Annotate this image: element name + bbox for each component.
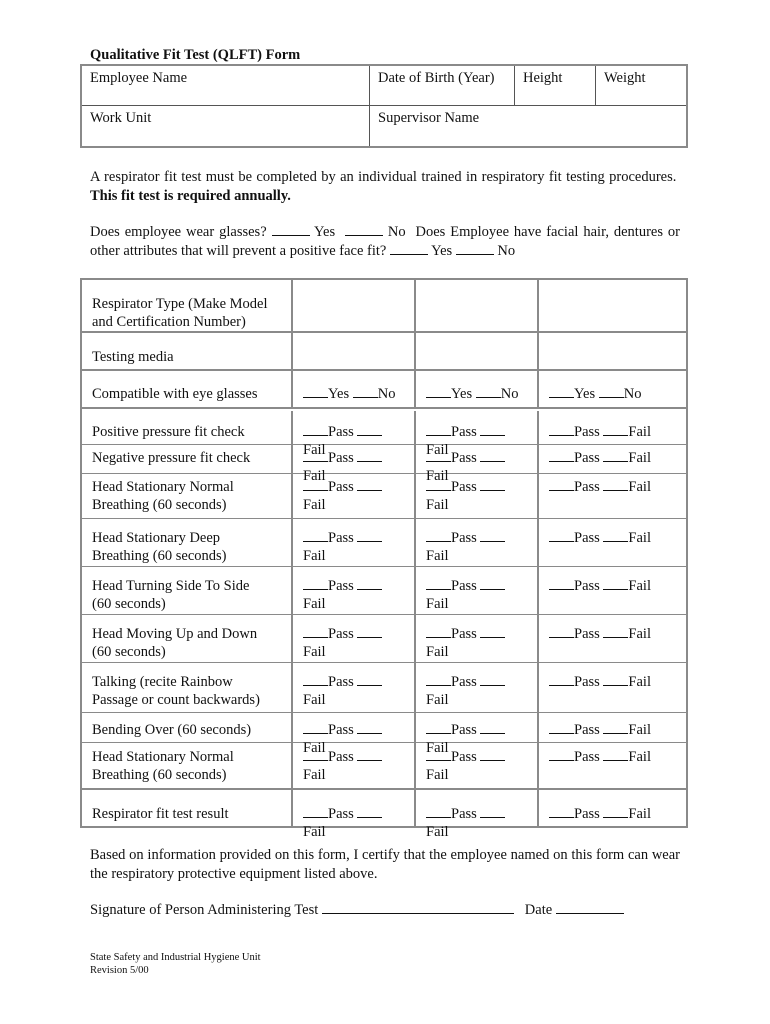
fail-blank[interactable] <box>603 748 628 761</box>
pass-blank[interactable] <box>426 721 451 734</box>
form-title: Qualitative Fit Test (QLFT) Form <box>90 47 301 63</box>
pass-blank[interactable] <box>426 805 451 818</box>
fail-blank[interactable] <box>357 673 382 686</box>
pass-blank[interactable] <box>303 423 328 436</box>
fail-label: Fail <box>628 722 651 738</box>
respirator-2-cell[interactable] <box>414 615 537 662</box>
respirator-2-cell[interactable] <box>414 445 537 484</box>
fail-label: Fail <box>303 740 326 756</box>
pass-label: Pass <box>574 626 600 642</box>
no-label: No <box>377 386 396 402</box>
fail-blank[interactable] <box>603 478 628 491</box>
no-label: No <box>623 386 642 402</box>
pass-label: Pass <box>328 749 354 765</box>
no-blank[interactable] <box>353 385 378 398</box>
signature-label: Signature of Person Administering Test <box>90 902 319 918</box>
fail-blank[interactable] <box>480 748 505 761</box>
pass-label: Pass <box>451 806 477 822</box>
respirator-1-cell[interactable] <box>291 333 414 369</box>
supervisor-field[interactable] <box>370 106 686 146</box>
work-unit-label: Work Unit <box>90 110 152 126</box>
label-cell <box>82 445 291 473</box>
pass-label: Pass <box>451 450 477 466</box>
respirator-2-cell[interactable] <box>414 713 537 756</box>
respirator-1-cell[interactable] <box>291 371 414 407</box>
facial-yes-blank[interactable] <box>390 242 428 255</box>
fail-blank[interactable] <box>603 529 628 542</box>
yes-label: Yes <box>328 386 350 402</box>
pass-label: Pass <box>574 722 600 738</box>
pass-blank[interactable] <box>549 673 574 686</box>
fail-blank[interactable] <box>480 529 505 542</box>
pass-blank[interactable] <box>549 423 574 436</box>
pass-label: Pass <box>328 806 354 822</box>
label-cell <box>82 474 291 518</box>
respirator-3-cell[interactable] <box>537 371 686 407</box>
pass-blank[interactable] <box>549 625 574 638</box>
table-row <box>82 713 686 756</box>
weight-field[interactable] <box>596 66 686 106</box>
fail-label: Fail <box>303 644 326 660</box>
label-cell <box>82 280 291 331</box>
table-row <box>82 743 686 790</box>
fail-blank[interactable] <box>480 721 505 734</box>
fail-blank[interactable] <box>480 625 505 638</box>
no-label: No <box>500 386 519 402</box>
fail-label: Fail <box>426 767 449 783</box>
pass-label: Pass <box>574 424 600 440</box>
pass-label: Pass <box>328 424 354 440</box>
row-label: Head Stationary Normal Breathing (60 seconds) <box>92 479 234 513</box>
fail-label: Fail <box>303 692 326 708</box>
fail-label: Fail <box>426 692 449 708</box>
footer-revision: Revision 5/00 <box>90 965 149 976</box>
pass-label: Pass <box>451 626 477 642</box>
label-cell <box>82 713 291 742</box>
signature-field[interactable] <box>322 901 514 914</box>
pass-label: Pass <box>328 450 354 466</box>
yes-blank[interactable] <box>303 385 328 398</box>
fail-label: Fail <box>426 740 449 756</box>
supervisor-label: Supervisor Name <box>378 110 480 126</box>
pass-label: Pass <box>574 806 600 822</box>
facial-hair-question: Does Employee have facial hair, dentures or other attributes that will prevent a positive face fit? <box>90 224 681 259</box>
pass-label: Pass <box>451 722 477 738</box>
table-row <box>82 519 686 567</box>
respirator-1-cell[interactable] <box>291 567 414 614</box>
fail-label: Fail <box>426 596 449 612</box>
table-row <box>82 615 686 663</box>
respirator-2-cell[interactable] <box>414 567 537 614</box>
pass-blank[interactable] <box>303 577 328 590</box>
pass-blank[interactable] <box>549 748 574 761</box>
label-cell <box>82 663 291 712</box>
row-label: Respirator fit test result <box>92 806 229 822</box>
row-label: Head Moving Up and Down (60 seconds) <box>92 626 258 660</box>
respirator-2-cell[interactable] <box>414 280 537 331</box>
row-label: Testing media <box>92 349 174 365</box>
respirator-1-cell[interactable] <box>291 790 414 840</box>
pass-label: Pass <box>328 722 354 738</box>
intro-bold-text: This fit test is required annually. <box>90 188 291 204</box>
fail-label: Fail <box>426 468 449 484</box>
questions-paragraph <box>90 223 680 261</box>
table-row <box>82 280 686 333</box>
fail-label: Fail <box>426 548 449 564</box>
pass-label: Pass <box>451 479 477 495</box>
employee-info-table <box>80 64 688 148</box>
no-label: No <box>387 224 406 240</box>
fail-blank[interactable] <box>603 449 628 462</box>
row-label: Negative pressure fit check <box>92 450 251 466</box>
fail-label: Fail <box>426 824 449 840</box>
fail-label: Fail <box>628 530 651 546</box>
respirator-3-cell[interactable] <box>537 333 686 369</box>
respirator-1-cell[interactable] <box>291 280 414 331</box>
fail-label: Fail <box>628 806 651 822</box>
pass-label: Pass <box>328 626 354 642</box>
fail-label: Fail <box>303 824 326 840</box>
dob-label: Date of Birth (Year) <box>378 70 495 86</box>
no-label: No <box>497 243 516 259</box>
label-cell <box>82 519 291 566</box>
pass-label: Pass <box>451 424 477 440</box>
fail-blank[interactable] <box>357 748 382 761</box>
fail-label: Fail <box>628 626 651 642</box>
respirator-2-cell[interactable] <box>414 333 537 369</box>
fail-blank[interactable] <box>357 478 382 491</box>
fail-label: Fail <box>303 596 326 612</box>
fail-blank[interactable] <box>603 423 628 436</box>
row-label: Head Stationary Normal Breathing (60 seconds) <box>92 749 234 783</box>
fail-label: Fail <box>628 450 651 466</box>
pass-blank[interactable] <box>549 577 574 590</box>
respirator-2-cell[interactable] <box>414 519 537 566</box>
pass-blank[interactable] <box>426 673 451 686</box>
fail-blank[interactable] <box>357 577 382 590</box>
height-label: Height <box>523 70 563 86</box>
fail-label: Fail <box>628 749 651 765</box>
employee-name-field[interactable] <box>82 66 370 106</box>
respirator-3-cell[interactable] <box>537 474 686 518</box>
row-label: Positive pressure fit check <box>92 424 245 440</box>
respirator-3-cell[interactable] <box>537 519 686 566</box>
pass-blank[interactable] <box>426 423 451 436</box>
respirator-1-cell[interactable] <box>291 615 414 662</box>
pass-blank[interactable] <box>426 478 451 491</box>
pass-label: Pass <box>328 479 354 495</box>
label-cell <box>82 333 291 369</box>
pass-label: Pass <box>574 578 600 594</box>
respirator-1-cell[interactable] <box>291 663 414 712</box>
employee-name-label: Employee Name <box>90 70 188 86</box>
fit-test-table <box>80 278 688 840</box>
pass-label: Pass <box>574 450 600 466</box>
pass-label: Pass <box>328 674 354 690</box>
fail-blank[interactable] <box>480 673 505 686</box>
pass-blank[interactable] <box>549 529 574 542</box>
fail-label: Fail <box>303 548 326 564</box>
respirator-3-cell[interactable] <box>537 743 686 788</box>
yes-label: Yes <box>451 386 473 402</box>
row-label: Bending Over (60 seconds) <box>92 722 252 738</box>
respirator-1-cell[interactable] <box>291 519 414 566</box>
footer-unit: State Safety and Industrial Hygiene Unit <box>90 952 261 963</box>
table-row <box>82 333 686 371</box>
glasses-no-blank[interactable] <box>345 223 383 236</box>
table-row <box>82 567 686 615</box>
fail-blank[interactable] <box>480 423 505 436</box>
signature-line <box>90 901 624 919</box>
pass-label: Pass <box>451 578 477 594</box>
respirator-2-cell[interactable] <box>414 474 537 518</box>
respirator-2-cell[interactable] <box>414 663 537 712</box>
certification-text: Based on information provided on this form, I certify that the employee named on this form can wear the respiratory protective equipment listed above. <box>90 847 680 882</box>
row-label: Talking (recite Rainbow Passage or count backwards) <box>92 674 260 708</box>
pass-blank[interactable] <box>426 529 451 542</box>
row-label: Respirator Type (Make Model and Certification Number) <box>92 296 268 330</box>
fail-blank[interactable] <box>480 449 505 462</box>
pass-blank[interactable] <box>303 805 328 818</box>
fail-blank[interactable] <box>603 805 628 818</box>
fail-blank[interactable] <box>603 721 628 734</box>
facial-no-blank[interactable] <box>456 242 494 255</box>
pass-blank[interactable] <box>426 748 451 761</box>
respirator-1-cell[interactable] <box>291 474 414 518</box>
fail-label: Fail <box>628 674 651 690</box>
date-field[interactable] <box>556 901 624 914</box>
pass-label: Pass <box>574 530 600 546</box>
fail-blank[interactable] <box>357 529 382 542</box>
label-cell <box>82 567 291 614</box>
row-label: Head Stationary Deep Breathing (60 seconds) <box>92 530 227 564</box>
pass-blank[interactable] <box>303 721 328 734</box>
glasses-yes-blank[interactable] <box>272 223 310 236</box>
row-label: Head Turning Side To Side (60 seconds) <box>92 578 250 612</box>
intro-text: A respirator fit test must be completed by an individual trained in respiratory fit testing procedures. <box>90 169 677 185</box>
pass-blank[interactable] <box>426 449 451 462</box>
fail-blank[interactable] <box>357 449 382 462</box>
fail-blank[interactable] <box>603 673 628 686</box>
glasses-question: Does employee wear glasses? <box>90 224 267 240</box>
work-unit-field[interactable] <box>82 106 370 146</box>
respirator-2-cell[interactable] <box>414 743 537 788</box>
respirator-2-cell[interactable] <box>414 371 537 407</box>
pass-label: Pass <box>451 674 477 690</box>
label-cell <box>82 615 291 662</box>
label-cell <box>82 411 291 444</box>
respirator-3-cell[interactable] <box>537 411 686 444</box>
pass-label: Pass <box>328 530 354 546</box>
pass-label: Pass <box>574 674 600 690</box>
pass-blank[interactable] <box>549 449 574 462</box>
pass-blank[interactable] <box>549 805 574 818</box>
pass-label: Pass <box>574 479 600 495</box>
yes-blank[interactable] <box>426 385 451 398</box>
fail-label: Fail <box>628 424 651 440</box>
fail-blank[interactable] <box>357 721 382 734</box>
yes-label: Yes <box>313 224 336 240</box>
fail-blank[interactable] <box>357 423 382 436</box>
respirator-3-cell[interactable] <box>537 445 686 473</box>
table-row <box>82 790 686 840</box>
table-row <box>82 474 686 519</box>
pass-label: Pass <box>328 578 354 594</box>
date-label: Date <box>524 902 553 918</box>
pass-label: Pass <box>574 749 600 765</box>
fail-label: Fail <box>426 644 449 660</box>
respirator-1-cell[interactable] <box>291 743 414 788</box>
pass-blank[interactable] <box>303 748 328 761</box>
fail-blank[interactable] <box>480 577 505 590</box>
fail-label: Fail <box>426 497 449 513</box>
respirator-1-cell[interactable] <box>291 445 414 484</box>
table-row <box>82 663 686 713</box>
intro-paragraph <box>90 168 680 206</box>
table-row <box>82 445 686 484</box>
fail-label: Fail <box>628 578 651 594</box>
respirator-2-cell[interactable] <box>414 411 537 458</box>
fail-blank[interactable] <box>480 805 505 818</box>
pass-blank[interactable] <box>303 673 328 686</box>
respirator-1-cell[interactable] <box>291 713 414 756</box>
pass-blank[interactable] <box>303 529 328 542</box>
pass-blank[interactable] <box>549 478 574 491</box>
no-blank[interactable] <box>476 385 501 398</box>
respirator-3-cell[interactable] <box>537 713 686 742</box>
respirator-3-cell[interactable] <box>537 280 686 331</box>
respirator-3-cell[interactable] <box>537 663 686 712</box>
yes-label: Yes <box>431 243 453 259</box>
pass-label: Pass <box>451 749 477 765</box>
respirator-3-cell[interactable] <box>537 567 686 614</box>
respirator-3-cell[interactable] <box>537 790 686 826</box>
fail-blank[interactable] <box>480 478 505 491</box>
pass-label: Pass <box>451 530 477 546</box>
footer <box>90 951 261 977</box>
fail-blank[interactable] <box>357 805 382 818</box>
pass-blank[interactable] <box>303 625 328 638</box>
pass-blank[interactable] <box>426 625 451 638</box>
yes-blank[interactable] <box>549 385 574 398</box>
pass-blank[interactable] <box>303 449 328 462</box>
pass-blank[interactable] <box>426 577 451 590</box>
fail-label: Fail <box>303 468 326 484</box>
fail-blank[interactable] <box>603 577 628 590</box>
yes-label: Yes <box>574 386 596 402</box>
respirator-2-cell[interactable] <box>414 790 537 840</box>
label-cell <box>82 743 291 788</box>
no-blank[interactable] <box>599 385 624 398</box>
pass-blank[interactable] <box>303 478 328 491</box>
fail-label: Fail <box>303 442 326 458</box>
fail-label: Fail <box>426 442 449 458</box>
label-cell <box>82 790 291 826</box>
fail-label: Fail <box>303 767 326 783</box>
respirator-1-cell[interactable] <box>291 411 414 458</box>
dob-field[interactable] <box>370 66 515 106</box>
fail-label: Fail <box>628 479 651 495</box>
fail-blank[interactable] <box>357 625 382 638</box>
table-row <box>82 371 686 409</box>
fail-blank[interactable] <box>603 625 628 638</box>
respirator-3-cell[interactable] <box>537 615 686 662</box>
label-cell <box>82 371 291 407</box>
height-field[interactable] <box>515 66 596 106</box>
weight-label: Weight <box>604 70 646 86</box>
pass-blank[interactable] <box>549 721 574 734</box>
fail-label: Fail <box>303 497 326 513</box>
row-label: Compatible with eye glasses <box>92 386 258 402</box>
